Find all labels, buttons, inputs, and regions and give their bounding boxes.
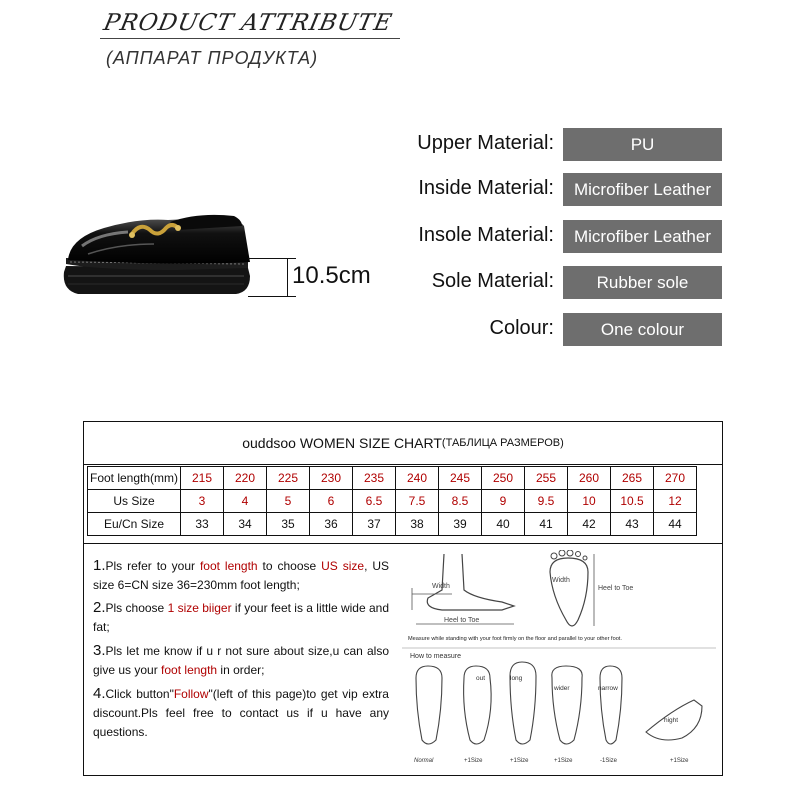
attribute-row-sole-material xyxy=(360,266,722,299)
table-cell: 260 xyxy=(568,467,611,490)
instruction-3 xyxy=(93,641,389,680)
measure-caption: Measure while standing with your foot firmly on the floor and parallel to your other foot. xyxy=(408,636,622,642)
table-cell: 255 xyxy=(525,467,568,490)
attribute-row-inside-material xyxy=(360,173,722,206)
width-label: Width xyxy=(432,583,450,590)
table-cell: 42 xyxy=(568,513,611,536)
foot-tag-hight: hight xyxy=(664,717,679,724)
section-title: PRODUCT ATTRIBUTE xyxy=(101,10,395,36)
table-cell: 43 xyxy=(611,513,654,536)
how-to-measure-label: How to measure xyxy=(410,653,461,660)
table-cell: 35 xyxy=(267,513,310,536)
table-cell: 250 xyxy=(482,467,525,490)
measure-line-vertical xyxy=(287,258,288,296)
attribute-label: Insole Material: xyxy=(418,224,554,246)
instruction-text: to choose xyxy=(257,559,322,573)
table-cell: 10 xyxy=(568,490,611,513)
section-subtitle: (АППАРАТ ПРОДУКТА) xyxy=(106,48,319,68)
table-cell: 3 xyxy=(181,490,224,513)
table-cell: 4 xyxy=(224,490,267,513)
table-cell: 9.5 xyxy=(525,490,568,513)
attribute-label: Colour: xyxy=(489,317,554,339)
instruction-text: "(left of this page)to get vip extra discount.Pls feel free to contact us if u have any questions. xyxy=(93,687,389,739)
instruction-number: 3. xyxy=(93,642,106,659)
foot-caption-plus1: +1Size xyxy=(464,758,483,764)
heel-to-toe-label-2: Heel to Toe xyxy=(598,585,634,592)
attribute-value: Microfiber Leather xyxy=(563,173,722,206)
attribute-row-upper-material xyxy=(360,128,722,161)
instruction-1 xyxy=(93,556,389,595)
foot-tag-long: long xyxy=(510,675,523,682)
instruction-text: in order; xyxy=(217,663,265,677)
attribute-label: Sole Material: xyxy=(431,270,554,292)
foot-caption-minus1: -1Size xyxy=(600,758,618,764)
table-cell: 7.5 xyxy=(396,490,439,513)
table-cell: 36 xyxy=(310,513,353,536)
table-cell: 34 xyxy=(224,513,267,536)
table-cell: 8.5 xyxy=(439,490,482,513)
table-row-foot-length xyxy=(88,467,697,490)
table-cell: 37 xyxy=(353,513,396,536)
heel-to-toe-label: Heel to Toe xyxy=(444,617,480,624)
instruction-text: Click button" xyxy=(105,687,174,701)
instruction-highlight: Follow xyxy=(173,687,209,701)
instruction-text: Pls refer to your xyxy=(105,559,200,573)
instruction-highlight: 1 size biiger xyxy=(167,601,232,615)
measure-line-top xyxy=(248,258,296,259)
table-cell: 39 xyxy=(439,513,482,536)
size-chart xyxy=(83,421,723,776)
table-cell: 230 xyxy=(310,467,353,490)
instruction-4 xyxy=(93,684,389,742)
table-cell: 265 xyxy=(611,467,654,490)
attribute-label: Upper Material: xyxy=(417,132,554,154)
foot-tag-narrow: narrow xyxy=(598,685,618,692)
size-chart-title-main: ouddsoo WOMEN SIZE CHART xyxy=(242,435,442,451)
size-chart-title xyxy=(84,422,722,465)
table-cell: 240 xyxy=(396,467,439,490)
foot-measure-guide xyxy=(402,550,716,770)
table-cell: 220 xyxy=(224,467,267,490)
attribute-value: PU xyxy=(563,128,722,161)
top-foot-illustration xyxy=(550,550,633,626)
instruction-text: Pls choose xyxy=(105,601,168,615)
title-underline xyxy=(100,38,400,39)
instruction-number: 1. xyxy=(93,557,106,574)
side-foot-illustration xyxy=(412,554,514,624)
table-cell: 235 xyxy=(353,467,396,490)
attribute-row-insole-material xyxy=(360,220,722,253)
table-row-eu-cn-size xyxy=(88,513,697,536)
table-cell: 41 xyxy=(525,513,568,536)
instruction-text: , US size 6=CN size 36=230mm foot length; xyxy=(93,559,390,592)
attribute-value: Rubber sole xyxy=(563,266,722,299)
attribute-label: Inside Material: xyxy=(418,177,554,199)
chart-divider xyxy=(84,543,722,544)
table-cell: 270 xyxy=(654,467,697,490)
instruction-number: 4. xyxy=(93,685,106,702)
size-chart-title-ru: (ТАБЛИЦА РАЗМЕРОВ) xyxy=(441,437,564,449)
heel-height-label: 10.5cm xyxy=(292,262,371,289)
instruction-highlight: foot length xyxy=(161,663,218,677)
instruction-text: Pls let me know if u r not sure about size,u can also give us your xyxy=(93,644,389,677)
width-label-2: Width xyxy=(552,577,570,584)
foot-shapes-row xyxy=(416,662,702,744)
instruction-number: 2. xyxy=(93,599,106,616)
instruction-highlight: foot length xyxy=(199,559,258,573)
attribute-row-colour xyxy=(360,313,722,346)
table-cell: 38 xyxy=(396,513,439,536)
measure-line-bottom xyxy=(248,296,296,297)
instruction-2 xyxy=(93,598,389,637)
table-cell: 5 xyxy=(267,490,310,513)
table-cell: 9 xyxy=(482,490,525,513)
instruction-text: if your feet is a little wide and fat; xyxy=(93,601,390,634)
table-cell: 44 xyxy=(654,513,697,536)
loafer-shoe-photo xyxy=(58,180,258,304)
table-cell: 12 xyxy=(654,490,697,513)
table-cell: 40 xyxy=(482,513,525,536)
row-header: Eu/Cn Size xyxy=(88,513,181,536)
attribute-value: One colour xyxy=(563,313,722,346)
table-cell: 245 xyxy=(439,467,482,490)
size-table xyxy=(87,466,697,536)
table-cell: 225 xyxy=(267,467,310,490)
table-cell: 6 xyxy=(310,490,353,513)
table-cell: 215 xyxy=(181,467,224,490)
foot-caption-plus1: +1Size xyxy=(554,758,573,764)
foot-caption-normal: Normal xyxy=(414,758,434,764)
row-header: Foot length(mm) xyxy=(88,467,181,490)
instruction-highlight: US size xyxy=(321,559,365,573)
table-row-us-size xyxy=(88,490,697,513)
attribute-value: Microfiber Leather xyxy=(563,220,722,253)
table-cell: 6.5 xyxy=(353,490,396,513)
foot-tag-out: out xyxy=(476,675,486,682)
foot-caption-plus1: +1Size xyxy=(670,758,689,764)
table-cell: 33 xyxy=(181,513,224,536)
table-cell: 10.5 xyxy=(611,490,654,513)
foot-tag-wider: wider xyxy=(554,685,570,692)
row-header: Us Size xyxy=(88,490,181,513)
foot-caption-plus1: +1Size xyxy=(510,758,529,764)
